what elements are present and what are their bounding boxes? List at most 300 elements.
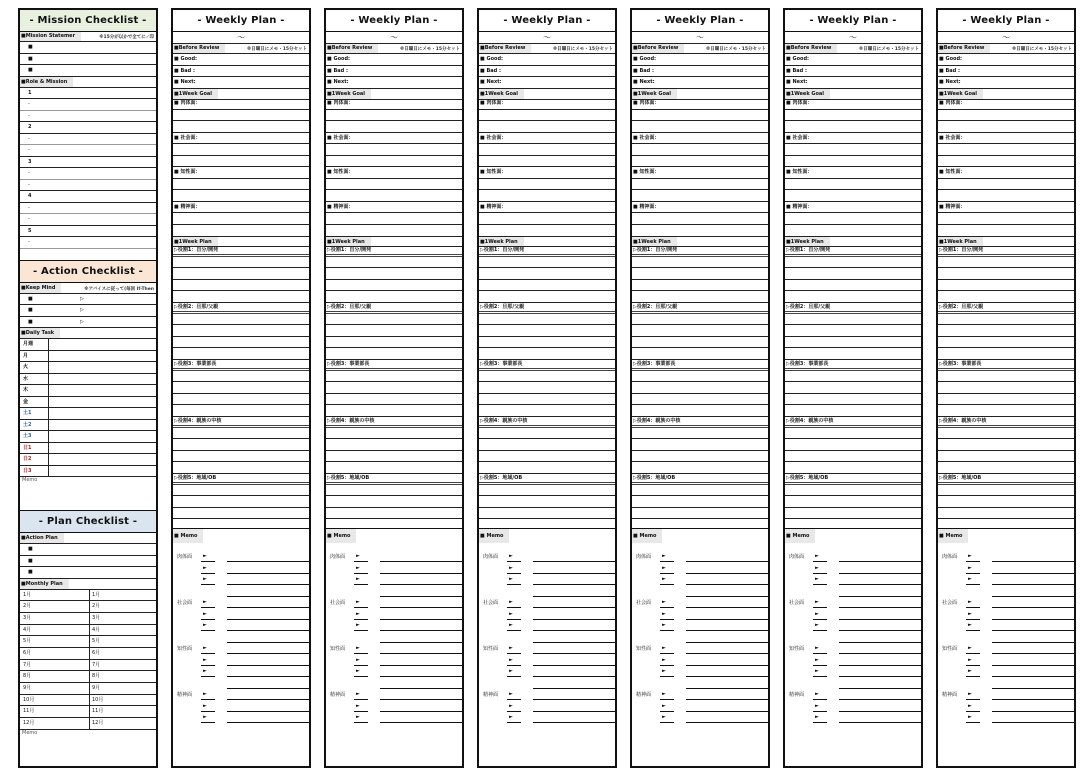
review-next-row[interactable]: ■ Next:	[479, 77, 615, 89]
goal-intellect-row[interactable]: ■ 知性面：	[785, 167, 921, 179]
role-plan-line[interactable]	[938, 280, 1074, 292]
memo-line[interactable]	[785, 655, 921, 667]
daily-task-row[interactable]	[20, 385, 156, 397]
memo-line[interactable]	[938, 574, 1074, 586]
memo-line[interactable]	[785, 678, 921, 690]
role-plan-line[interactable]	[326, 451, 462, 463]
mission-bullet-row[interactable]: ■	[20, 54, 156, 66]
keep-mind-row[interactable]	[20, 317, 156, 329]
memo-line[interactable]	[479, 712, 615, 724]
goal-physical-row[interactable]: ■ 肉体面：	[173, 100, 309, 110]
role-plan-line[interactable]	[632, 291, 768, 303]
memo-line[interactable]	[173, 655, 309, 667]
role-plan-line[interactable]	[785, 337, 921, 349]
goal-intellect-row[interactable]: ■ 知性面：	[479, 167, 615, 179]
role-plan-line[interactable]	[326, 257, 462, 269]
plan-memo[interactable]: Memo	[22, 729, 38, 736]
role-plan-line[interactable]	[632, 496, 768, 508]
role-plan-line[interactable]	[326, 314, 462, 326]
memo-line[interactable]	[632, 632, 768, 644]
daily-task-row[interactable]	[20, 351, 156, 363]
memo-line[interactable]	[479, 643, 615, 655]
goal-intellect-row[interactable]: ■ 知性面：	[632, 167, 768, 179]
role-plan-line[interactable]	[479, 314, 615, 326]
memo-line[interactable]	[173, 712, 309, 724]
role-plan-line[interactable]	[632, 405, 768, 417]
goal-spirit-row[interactable]: ■ 精神面：	[479, 202, 615, 214]
role-plan-line[interactable]	[326, 405, 462, 417]
role-plan-line[interactable]	[632, 348, 768, 360]
memo-line[interactable]	[785, 689, 921, 701]
memo-line[interactable]	[632, 609, 768, 621]
goal-physical-row[interactable]: ■ 肉体面：	[785, 100, 921, 110]
memo-line[interactable]	[326, 712, 462, 724]
role-plan-line[interactable]	[938, 462, 1074, 474]
role-plan-line[interactable]	[632, 314, 768, 326]
memo-line[interactable]	[173, 586, 309, 598]
role-plan-line[interactable]	[785, 348, 921, 360]
role-plan-line[interactable]	[632, 257, 768, 269]
role-plan-line[interactable]	[938, 451, 1074, 463]
daily-task-row[interactable]	[20, 397, 156, 409]
goal-line[interactable]	[785, 213, 921, 225]
role-plan-line[interactable]	[938, 485, 1074, 497]
goal-line[interactable]	[173, 144, 309, 156]
mission-bullet-row[interactable]: ■	[20, 65, 156, 77]
role-plan-line[interactable]	[479, 348, 615, 360]
role-dash-row[interactable]: -	[20, 180, 156, 192]
role-plan-line[interactable]	[938, 371, 1074, 383]
memo-line[interactable]	[632, 643, 768, 655]
memo-line[interactable]	[479, 609, 615, 621]
role-plan-line[interactable]	[326, 439, 462, 451]
goal-line[interactable]	[326, 156, 462, 168]
role-plan-line[interactable]	[173, 348, 309, 360]
role-plan-line[interactable]	[785, 428, 921, 440]
goal-social-row[interactable]: ■ 社会面：	[326, 133, 462, 145]
role-plan-line[interactable]	[173, 371, 309, 383]
memo-line[interactable]	[785, 574, 921, 586]
memo-line[interactable]	[173, 643, 309, 655]
day-task-cell[interactable]	[48, 431, 156, 442]
role-dash-row[interactable]: -	[20, 237, 156, 249]
memo-line[interactable]	[938, 586, 1074, 598]
day-task-cell[interactable]	[48, 466, 156, 477]
memo-line[interactable]	[938, 689, 1074, 701]
goal-line[interactable]	[632, 110, 768, 122]
role-plan-line[interactable]	[173, 280, 309, 292]
role-dash-row[interactable]: -	[20, 214, 156, 226]
monthly-plan-row[interactable]	[20, 590, 156, 602]
goal-line[interactable]	[479, 121, 615, 133]
role-plan-line[interactable]	[632, 280, 768, 292]
role-plan-line[interactable]	[785, 325, 921, 337]
goal-social-row[interactable]: ■ 社会面：	[938, 133, 1074, 145]
memo-line[interactable]	[479, 632, 615, 644]
review-good-row[interactable]: ■ Good:	[173, 54, 309, 66]
role-plan-line[interactable]	[326, 496, 462, 508]
role-plan-line[interactable]	[785, 257, 921, 269]
goal-line[interactable]	[632, 144, 768, 156]
memo-line[interactable]	[479, 551, 615, 563]
memo-line[interactable]	[479, 701, 615, 713]
goal-line[interactable]	[326, 213, 462, 225]
role-plan-line[interactable]	[938, 382, 1074, 394]
memo-line[interactable]	[938, 678, 1074, 690]
memo-line[interactable]	[326, 597, 462, 609]
role-plan-line[interactable]	[479, 439, 615, 451]
memo-line[interactable]	[173, 678, 309, 690]
role-plan-line[interactable]	[479, 291, 615, 303]
daily-task-row[interactable]	[20, 408, 156, 420]
role-plan-line[interactable]	[173, 508, 309, 520]
role-plan-line[interactable]	[326, 519, 462, 529]
goal-line[interactable]	[173, 190, 309, 202]
role-plan-line[interactable]	[785, 485, 921, 497]
role-plan-line[interactable]	[173, 337, 309, 349]
goal-line[interactable]	[632, 213, 768, 225]
goal-line[interactable]	[632, 121, 768, 133]
goal-line[interactable]	[785, 144, 921, 156]
role-plan-line[interactable]	[785, 268, 921, 280]
review-next-row[interactable]: ■ Next:	[632, 77, 768, 89]
role-plan-line[interactable]	[479, 382, 615, 394]
goal-line[interactable]	[938, 121, 1074, 133]
review-next-row[interactable]: ■ Next:	[326, 77, 462, 89]
action-memo[interactable]: Memo	[20, 477, 156, 511]
role-plan-line[interactable]	[785, 519, 921, 529]
role-plan-line[interactable]	[326, 325, 462, 337]
role-plan-line[interactable]	[479, 257, 615, 269]
daily-task-row[interactable]	[20, 443, 156, 455]
role-plan-line[interactable]	[785, 508, 921, 520]
role-plan-line[interactable]	[479, 394, 615, 406]
goal-intellect-row[interactable]: ■ 知性面：	[326, 167, 462, 179]
day-task-cell[interactable]	[48, 374, 156, 385]
week-date-range[interactable]: 〜	[173, 32, 309, 44]
role-plan-line[interactable]	[173, 382, 309, 394]
goal-line[interactable]	[632, 156, 768, 168]
role-plan-line[interactable]	[938, 496, 1074, 508]
memo-line[interactable]	[785, 597, 921, 609]
role-plan-line[interactable]	[479, 485, 615, 497]
role-plan-line[interactable]	[173, 439, 309, 451]
goal-line[interactable]	[479, 156, 615, 168]
review-good-row[interactable]: ■ Good:	[326, 54, 462, 66]
role-plan-line[interactable]	[938, 439, 1074, 451]
monthly-plan-row[interactable]	[20, 601, 156, 613]
goal-physical-row[interactable]: ■ 肉体面：	[326, 100, 462, 110]
monthly-plan-row[interactable]	[20, 625, 156, 637]
review-bad-row[interactable]: ■ Bad :	[326, 66, 462, 78]
review-next-row[interactable]: ■ Next:	[173, 77, 309, 89]
memo-line[interactable]	[938, 666, 1074, 678]
memo-line[interactable]	[326, 632, 462, 644]
goal-line[interactable]	[938, 213, 1074, 225]
memo-line[interactable]	[326, 643, 462, 655]
week-date-range[interactable]: 〜	[479, 32, 615, 44]
role-plan-line[interactable]	[632, 394, 768, 406]
role-plan-line[interactable]	[938, 508, 1074, 520]
memo-line[interactable]	[173, 620, 309, 632]
memo-line[interactable]	[326, 586, 462, 598]
mission-bullet-row[interactable]: ■	[20, 42, 156, 54]
monthly-plan-row[interactable]	[20, 660, 156, 672]
goal-line[interactable]	[632, 225, 768, 237]
memo-line[interactable]	[785, 632, 921, 644]
week-date-range[interactable]: 〜	[785, 32, 921, 44]
role-plan-line[interactable]	[938, 257, 1074, 269]
goal-social-row[interactable]: ■ 社会面：	[173, 133, 309, 145]
role-plan-line[interactable]	[326, 371, 462, 383]
memo-line[interactable]	[785, 609, 921, 621]
goal-social-row[interactable]: ■ 社会面：	[632, 133, 768, 145]
day-task-cell[interactable]	[48, 397, 156, 408]
role-plan-line[interactable]	[479, 337, 615, 349]
review-bad-row[interactable]: ■ Bad :	[785, 66, 921, 78]
memo-line[interactable]	[326, 701, 462, 713]
role-plan-line[interactable]	[326, 348, 462, 360]
role-plan-line[interactable]	[938, 314, 1074, 326]
goal-physical-row[interactable]: ■ 肉体面：	[479, 100, 615, 110]
monthly-plan-row[interactable]	[20, 718, 156, 730]
memo-line[interactable]	[173, 574, 309, 586]
memo-line[interactable]	[173, 689, 309, 701]
role-plan-line[interactable]	[938, 405, 1074, 417]
goal-line[interactable]	[479, 213, 615, 225]
role-plan-line[interactable]	[326, 280, 462, 292]
goal-line[interactable]	[632, 179, 768, 191]
goal-line[interactable]	[938, 144, 1074, 156]
goal-spirit-row[interactable]: ■ 精神面：	[938, 202, 1074, 214]
role-dash-row[interactable]: -	[20, 134, 156, 146]
goal-spirit-row[interactable]: ■ 精神面：	[326, 202, 462, 214]
role-plan-line[interactable]	[632, 485, 768, 497]
role-plan-line[interactable]	[785, 394, 921, 406]
week-date-range[interactable]: 〜	[632, 32, 768, 44]
action-plan-row[interactable]: ■	[20, 567, 156, 579]
memo-line[interactable]	[938, 620, 1074, 632]
daily-task-row[interactable]	[20, 431, 156, 443]
memo-line[interactable]	[173, 609, 309, 621]
role-plan-line[interactable]	[479, 496, 615, 508]
role-plan-line[interactable]	[326, 268, 462, 280]
goal-line[interactable]	[938, 190, 1074, 202]
memo-line[interactable]	[479, 655, 615, 667]
daily-task-row[interactable]	[20, 420, 156, 432]
day-task-cell[interactable]	[48, 420, 156, 431]
role-plan-line[interactable]	[785, 291, 921, 303]
goal-line[interactable]	[785, 179, 921, 191]
goal-line[interactable]	[785, 190, 921, 202]
review-bad-row[interactable]: ■ Bad :	[938, 66, 1074, 78]
memo-line[interactable]	[632, 574, 768, 586]
monthly-plan-row[interactable]	[20, 671, 156, 683]
daily-task-row[interactable]	[20, 374, 156, 386]
goal-spirit-row[interactable]: ■ 精神面：	[785, 202, 921, 214]
memo-line[interactable]	[173, 701, 309, 713]
memo-line[interactable]	[938, 632, 1074, 644]
monthly-plan-row[interactable]	[20, 636, 156, 648]
action-plan-row[interactable]: ■	[20, 544, 156, 556]
goal-spirit-row[interactable]: ■ 精神面：	[632, 202, 768, 214]
memo-line[interactable]	[632, 678, 768, 690]
memo-line[interactable]	[632, 563, 768, 575]
role-dash-row[interactable]: -	[20, 145, 156, 157]
goal-line[interactable]	[326, 144, 462, 156]
goal-line[interactable]	[173, 225, 309, 237]
goal-line[interactable]	[479, 190, 615, 202]
role-plan-line[interactable]	[173, 485, 309, 497]
goal-line[interactable]	[785, 121, 921, 133]
role-plan-line[interactable]	[173, 257, 309, 269]
memo-line[interactable]	[173, 551, 309, 563]
role-plan-line[interactable]	[938, 348, 1074, 360]
role-plan-line[interactable]	[632, 462, 768, 474]
role-plan-line[interactable]	[632, 325, 768, 337]
role-plan-line[interactable]	[173, 496, 309, 508]
role-plan-line[interactable]	[785, 314, 921, 326]
memo-line[interactable]	[632, 712, 768, 724]
daily-task-row[interactable]	[20, 454, 156, 466]
memo-line[interactable]	[632, 701, 768, 713]
memo-line[interactable]	[326, 551, 462, 563]
review-next-row[interactable]: ■ Next:	[938, 77, 1074, 89]
memo-line[interactable]	[326, 689, 462, 701]
week-date-range[interactable]: 〜	[938, 32, 1074, 44]
day-task-cell[interactable]	[48, 408, 156, 419]
role-plan-line[interactable]	[785, 382, 921, 394]
memo-line[interactable]	[938, 643, 1074, 655]
memo-line[interactable]	[173, 666, 309, 678]
goal-line[interactable]	[326, 179, 462, 191]
role-plan-line[interactable]	[938, 428, 1074, 440]
memo-line[interactable]	[938, 701, 1074, 713]
role-plan-line[interactable]	[632, 268, 768, 280]
memo-line[interactable]	[632, 620, 768, 632]
memo-line[interactable]	[785, 563, 921, 575]
role-plan-line[interactable]	[173, 519, 309, 529]
memo-line[interactable]	[632, 586, 768, 598]
memo-line[interactable]	[785, 586, 921, 598]
role-dash-row[interactable]: -	[20, 111, 156, 123]
day-task-cell[interactable]	[48, 362, 156, 373]
memo-line[interactable]	[479, 689, 615, 701]
goal-physical-row[interactable]: ■ 肉体面：	[632, 100, 768, 110]
role-dash-row[interactable]: -	[20, 168, 156, 180]
memo-line[interactable]	[479, 574, 615, 586]
keep-mind-row[interactable]	[20, 294, 156, 306]
memo-line[interactable]	[173, 632, 309, 644]
daily-task-row[interactable]	[20, 362, 156, 374]
role-plan-line[interactable]	[938, 291, 1074, 303]
review-good-row[interactable]: ■ Good:	[479, 54, 615, 66]
goal-line[interactable]	[785, 156, 921, 168]
role-plan-line[interactable]	[326, 428, 462, 440]
memo-line[interactable]	[938, 551, 1074, 563]
role-plan-line[interactable]	[785, 439, 921, 451]
goal-line[interactable]	[938, 110, 1074, 122]
memo-line[interactable]	[785, 701, 921, 713]
role-plan-line[interactable]	[326, 382, 462, 394]
role-plan-line[interactable]	[326, 462, 462, 474]
review-good-row[interactable]: ■ Good:	[632, 54, 768, 66]
review-good-row[interactable]: ■ Good:	[785, 54, 921, 66]
role-dash-row[interactable]: -	[20, 99, 156, 111]
goal-line[interactable]	[173, 121, 309, 133]
memo-line[interactable]	[173, 563, 309, 575]
memo-line[interactable]	[785, 643, 921, 655]
role-plan-line[interactable]	[479, 508, 615, 520]
day-task-cell[interactable]	[48, 443, 156, 454]
role-plan-line[interactable]	[326, 337, 462, 349]
memo-line[interactable]	[479, 678, 615, 690]
goal-line[interactable]	[326, 225, 462, 237]
goal-social-row[interactable]: ■ 社会面：	[479, 133, 615, 145]
goal-line[interactable]	[479, 179, 615, 191]
role-plan-line[interactable]	[938, 325, 1074, 337]
memo-line[interactable]	[938, 712, 1074, 724]
role-plan-line[interactable]	[479, 428, 615, 440]
role-dash-row[interactable]: -	[20, 203, 156, 215]
role-plan-line[interactable]	[173, 451, 309, 463]
memo-line[interactable]	[326, 609, 462, 621]
memo-line[interactable]	[479, 563, 615, 575]
goal-line[interactable]	[785, 110, 921, 122]
memo-line[interactable]	[785, 551, 921, 563]
role-plan-line[interactable]	[785, 405, 921, 417]
role-plan-line[interactable]	[326, 291, 462, 303]
role-plan-line[interactable]	[632, 508, 768, 520]
goal-line[interactable]	[326, 190, 462, 202]
memo-line[interactable]	[326, 678, 462, 690]
memo-line[interactable]	[938, 655, 1074, 667]
day-task-cell[interactable]	[48, 385, 156, 396]
role-plan-line[interactable]	[785, 280, 921, 292]
role-plan-line[interactable]	[632, 371, 768, 383]
goal-line[interactable]	[173, 156, 309, 168]
goal-social-row[interactable]: ■ 社会面：	[785, 133, 921, 145]
memo-line[interactable]	[938, 609, 1074, 621]
memo-line[interactable]	[326, 574, 462, 586]
goal-line[interactable]	[173, 110, 309, 122]
role-plan-line[interactable]	[479, 462, 615, 474]
monthly-plan-row[interactable]	[20, 706, 156, 718]
daily-task-row[interactable]	[20, 339, 156, 351]
goal-spirit-row[interactable]: ■ 精神面：	[173, 202, 309, 214]
memo-line[interactable]	[785, 620, 921, 632]
role-plan-line[interactable]	[326, 508, 462, 520]
role-plan-line[interactable]	[479, 519, 615, 529]
role-plan-line[interactable]	[479, 280, 615, 292]
role-plan-line[interactable]	[173, 291, 309, 303]
memo-line[interactable]	[479, 586, 615, 598]
role-plan-line[interactable]	[632, 519, 768, 529]
action-plan-row[interactable]: ■	[20, 556, 156, 568]
memo-line[interactable]	[632, 597, 768, 609]
goal-line[interactable]	[938, 156, 1074, 168]
role-plan-line[interactable]	[632, 382, 768, 394]
day-task-cell[interactable]	[48, 339, 156, 350]
role-plan-line[interactable]	[785, 462, 921, 474]
goal-line[interactable]	[173, 179, 309, 191]
review-bad-row[interactable]: ■ Bad :	[173, 66, 309, 78]
role-plan-line[interactable]	[479, 405, 615, 417]
memo-line[interactable]	[326, 563, 462, 575]
goal-line[interactable]	[632, 190, 768, 202]
memo-line[interactable]	[785, 666, 921, 678]
daily-task-row[interactable]	[20, 466, 156, 478]
